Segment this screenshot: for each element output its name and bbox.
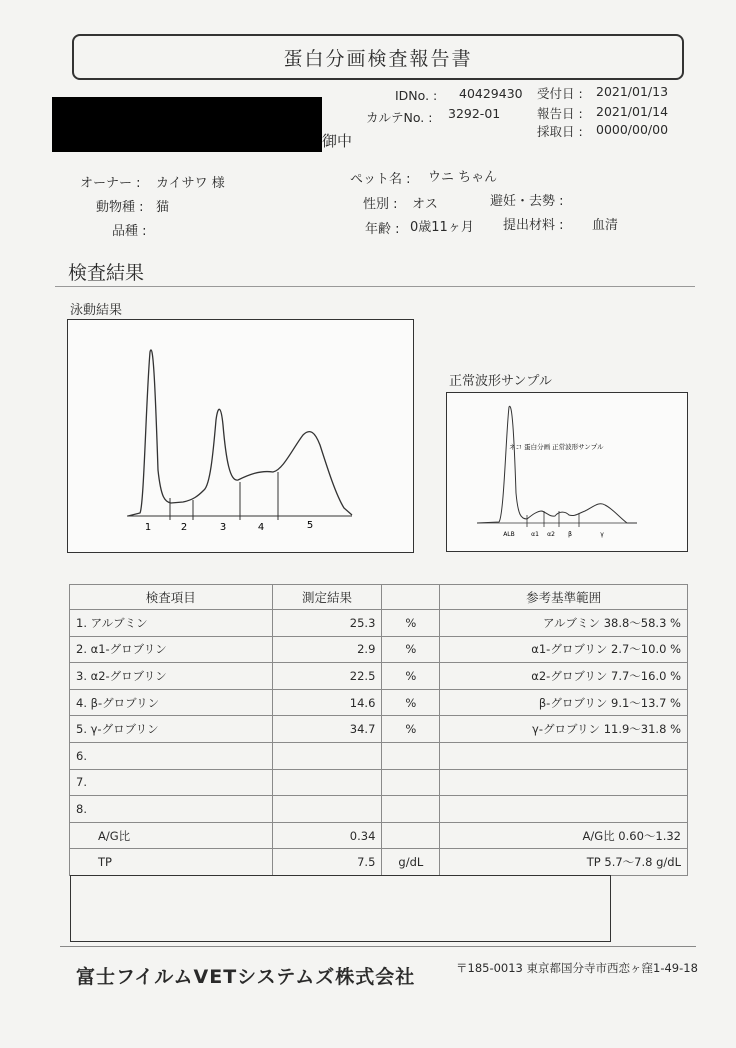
id-value: 40429430 (459, 86, 523, 101)
reference-range: TP 5.7〜7.8 g/dL (440, 849, 688, 876)
pet-name-label: ペット名 : (350, 172, 411, 187)
table-row (70, 822, 688, 849)
table-row (70, 742, 688, 769)
normal-sample-curve (477, 406, 637, 523)
company-name: 富士フイルムVETシステムズ株式会社 (76, 966, 416, 988)
item-name: 8. (70, 796, 273, 823)
redacted-clinic-name (52, 97, 322, 152)
pet-name-value: ウニ ちゃん (428, 170, 498, 185)
fraction-label: 3 (219, 522, 227, 533)
reference-range: アルブミン 38.8〜58.3 % (440, 610, 688, 637)
species-value: 猫 (156, 200, 170, 215)
normal-sample-graph (446, 392, 688, 552)
normal-sample-label: 正常波形サンプル (449, 374, 552, 389)
species-label: 動物種 : (96, 200, 144, 215)
id-label: IDNo. : (395, 88, 438, 103)
material-label: 提出材料 : (503, 218, 564, 233)
sampling-date-value: 0000/00/00 (596, 122, 669, 137)
result-unit (382, 796, 440, 823)
result-unit: % (382, 636, 440, 663)
table-header-row (70, 585, 688, 610)
table-row (70, 610, 688, 637)
reference-range: γ-グロブリン 11.9〜31.8 % (440, 716, 688, 743)
fraction-label: 2 (180, 522, 188, 533)
electrophoresis-label: 泳動結果 (70, 303, 123, 318)
results-section-title: 検査結果 (68, 262, 145, 284)
result-value: 7.5 (272, 849, 382, 876)
normal-sample-caption: ネコ 蛋白分画 正常波形サンプル (509, 443, 604, 451)
section-divider (55, 286, 695, 287)
result-value: 2.9 (272, 636, 382, 663)
result-unit (382, 822, 440, 849)
reference-range: α2-グロブリン 7.7〜16.0 % (440, 663, 688, 690)
sampling-date-label: 採取日 : (537, 124, 583, 139)
footer-divider (60, 946, 696, 947)
result-unit: % (382, 663, 440, 690)
fraction-label: 4 (257, 522, 265, 533)
result-unit: % (382, 610, 440, 637)
reference-range (440, 742, 688, 769)
addressee-suffix: 御中 (322, 132, 353, 150)
item-name: 2. α1-グロブリン (70, 636, 273, 663)
item-name: 5. γ-グロブリン (70, 716, 273, 743)
result-value: 22.5 (272, 663, 382, 690)
result-value: 34.7 (272, 716, 382, 743)
comment-box (70, 875, 611, 942)
report-title: 蛋白分画検査報告書 (72, 34, 684, 80)
item-name: A/G比 (70, 822, 273, 849)
breed-label: 品種 : (112, 224, 147, 239)
result-unit: g/dL (382, 849, 440, 876)
item-name: 3. α2-グロブリン (70, 663, 273, 690)
company-address: 〒185-0013 東京都国分寺市西恋ヶ窪1-49-18 (456, 961, 698, 975)
table-row (70, 689, 688, 716)
result-value (272, 796, 382, 823)
header-item: 検査項目 (70, 585, 273, 610)
age-value: 0歳11ヶ月 (410, 220, 474, 235)
table-row (70, 663, 688, 690)
reference-range: β-グロブリン 9.1〜13.7 % (440, 689, 688, 716)
reference-range (440, 796, 688, 823)
result-unit: % (382, 689, 440, 716)
header-result: 測定結果 (272, 585, 382, 610)
normal-fraction-label: ALB (503, 531, 515, 538)
normal-fraction-label: γ (600, 531, 604, 538)
item-name: 7. (70, 769, 273, 796)
item-name: TP (70, 849, 273, 876)
normal-fraction-label: α2 (547, 531, 555, 538)
result-value: 25.3 (272, 610, 382, 637)
result-unit (382, 769, 440, 796)
item-name: 4. β-グロブリン (70, 689, 273, 716)
material-value: 血清 (592, 218, 619, 233)
karte-label: カルテNo. : (366, 110, 433, 125)
result-value: 14.6 (272, 689, 382, 716)
sex-label: 性別 : (363, 197, 398, 212)
neuter-label: 避妊・去勢 : (490, 194, 564, 209)
table-row (70, 796, 688, 823)
result-unit: % (382, 716, 440, 743)
result-value (272, 742, 382, 769)
table-row (70, 716, 688, 743)
header-unit (382, 585, 440, 610)
karte-value: 3292-01 (448, 106, 501, 121)
reference-range: α1-グロブリン 2.7〜10.0 % (440, 636, 688, 663)
result-value (272, 769, 382, 796)
result-value: 0.34 (272, 822, 382, 849)
age-label: 年齢 : (365, 222, 400, 237)
sex-value: オス (412, 197, 438, 212)
results-table (69, 584, 688, 876)
item-name: 1. アルブミン (70, 610, 273, 637)
report-date-value: 2021/01/14 (596, 104, 669, 119)
fraction-label: 5 (306, 520, 314, 531)
fraction-label: 1 (144, 522, 152, 533)
item-name: 6. (70, 742, 273, 769)
normal-fraction-label: β (568, 531, 572, 538)
reference-range (440, 769, 688, 796)
table-row (70, 849, 688, 876)
owner-label: オーナー : (80, 176, 141, 191)
owner-value: カイサワ 様 (156, 176, 225, 191)
table-row (70, 769, 688, 796)
result-unit (382, 742, 440, 769)
reference-range: A/G比 0.60〜1.32 (440, 822, 688, 849)
received-label: 受付日 : (537, 86, 583, 101)
normal-fraction-label: α1 (531, 531, 539, 538)
electrophoresis-graph (67, 319, 414, 553)
report-date-label: 報告日 : (537, 106, 583, 121)
received-value: 2021/01/13 (596, 84, 669, 99)
header-reference: 参考基準範囲 (440, 585, 688, 610)
table-row (70, 636, 688, 663)
